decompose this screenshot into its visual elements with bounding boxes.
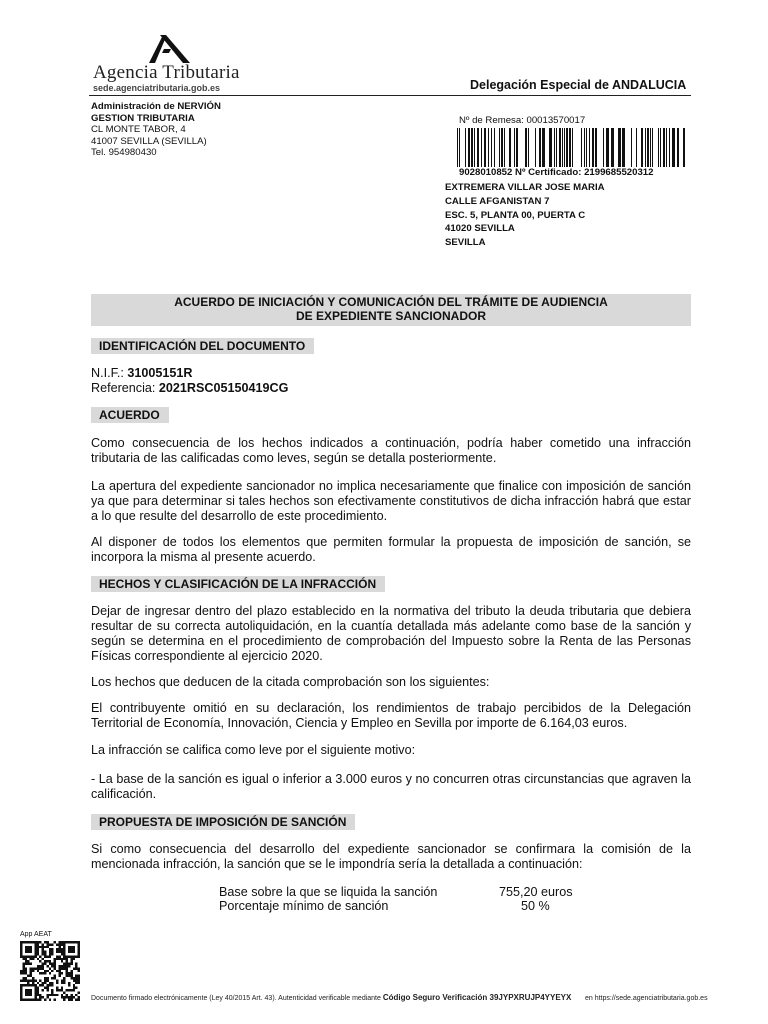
admin-phone: Tel. 954980430 xyxy=(91,147,157,158)
admin-office: Administración de NERVIÓN xyxy=(91,101,221,112)
reference-row xyxy=(91,381,288,396)
barcode-image xyxy=(456,128,690,167)
sanction-table xyxy=(219,885,573,913)
delegacion-heading: Delegación Especial de ANDALUCIA xyxy=(470,78,687,92)
admin-department: GESTION TRIBUTARIA xyxy=(91,112,195,124)
hechos-paragraph-4: La infracción se califica como leve por el siguiente motivo: xyxy=(91,743,416,757)
recipient-city: SEVILLA xyxy=(445,237,486,249)
recipient-postal: 41020 SEVILLA xyxy=(445,223,515,235)
agency-logo xyxy=(90,33,250,95)
base-label: Base sobre la que se liquida la sanción xyxy=(219,885,438,899)
recipient-detail: ESC. 5, PLANTA 00, PUERTA C xyxy=(445,209,586,221)
remesa-number: Nº de Remesa: 00013570017 xyxy=(459,115,586,126)
propuesta-paragraph-1: Si como consecuencia del desarrollo del expediente sancionador se confirmara la comisión de la mencionada infracción, la sanción que se le impondría sería la detallada a continuación: xyxy=(91,842,691,871)
recipient-address xyxy=(445,181,605,250)
qr-code-icon[interactable] xyxy=(20,941,80,1001)
title-line-2: DE EXPEDIENTE SANCIONADOR xyxy=(295,309,487,323)
administration-address xyxy=(91,101,221,159)
percentage-label: Porcentaje mínimo de sanción xyxy=(219,899,389,913)
footer-text-post: en https://sede.agenciatributaria.gob.es xyxy=(584,995,708,1002)
hechos-paragraph-2: Los hechos que deducen de la citada comprobación son los siguientes: xyxy=(91,675,490,689)
reference-value: 2021RSC05150419CG xyxy=(158,381,289,395)
recipient-street: CALLE AFGANISTAN 7 xyxy=(445,195,550,207)
nif-row xyxy=(91,366,288,381)
section-acuerdo: ACUERDO xyxy=(91,407,169,423)
percentage-value: 50 % xyxy=(521,899,550,913)
nif-value: 31005151R xyxy=(127,366,193,380)
header-divider xyxy=(89,95,691,96)
document-title xyxy=(91,294,691,326)
section-identificacion: IDENTIFICACIÓN DEL DOCUMENTO xyxy=(91,338,314,354)
certificate-number: 9028010852 Nº Certificado: 2199685520312 xyxy=(459,167,654,178)
agency-url: sede.agenciatributaria.gob.es xyxy=(93,83,221,93)
recipient-name: EXTREMERA VILLAR JOSE MARIA xyxy=(445,182,605,193)
base-value: 755,20 euros xyxy=(499,885,573,899)
table-row xyxy=(219,899,550,913)
acuerdo-paragraph-1: Como consecuencia de los hechos indicados a continuación, podría haber cometido una infracción tributaria de las calificadas como leves, según se detalla posteriormente. xyxy=(91,436,691,465)
acuerdo-paragraph-2: La apertura del expediente sancionador no implica necesariamente que finalice con imposición de sanción ya que para determinar si tales hechos son efectivamente constitutivos de dicha infracción habrá que estar a lo que resulte del desarrollo de este procedimiento. xyxy=(91,479,691,523)
footer-verification xyxy=(91,993,708,1002)
app-aeat-label: App AEAT xyxy=(20,931,52,938)
identification-block xyxy=(91,366,288,396)
hechos-paragraph-1: Dejar de ingresar dentro del plazo establecido en la normativa del tributo la deuda tributaria que debiera resultar de su correcta autoliquidación, en la cuantía detallada más adelante como base de la sanción y según se determina en el procedimiento de comprobación del Impuesto sobre la Renta de las Personas Físicas correspondiente al ejercicio 2020. xyxy=(91,604,691,663)
acuerdo-paragraph-3: Al disponer de todos los elementos que permiten formular la propuesta de imposición de sanción, se incorpora la misma al presente acuerdo. xyxy=(91,535,691,564)
admin-city: 41007 SEVILLA (SEVILLA) xyxy=(91,135,207,147)
csv-code: Código Seguro Verificación 39JYPXRUJP4YYEYX xyxy=(382,993,572,1002)
footer-text-pre: Documento firmado electrónicamente (Ley 40/2015 Art. 43). Autenticidad verificable mediante xyxy=(91,995,383,1002)
section-propuesta: PROPUESTA DE IMPOSICIÓN DE SANCIÓN xyxy=(91,814,355,830)
agency-name: Agencia Tributaria xyxy=(93,62,240,83)
table-row xyxy=(219,885,573,899)
section-hechos: HECHOS Y CLASIFICACIÓN DE LA INFRACCIÓN xyxy=(91,576,385,592)
hechos-paragraph-3: El contribuyente omitió en su declaración, los rendimientos de trabajo percibidos de la Delegación Territorial de Economía, Innovación, Ciencia y Empleo en Sevilla por importe de 6.164,03 euros. xyxy=(91,701,691,730)
agency-emblem-icon xyxy=(146,33,192,63)
reference-label: Referencia: xyxy=(91,381,159,395)
title-line-1: ACUERDO DE INICIACIÓN Y COMUNICACIÓN DEL TRÁMITE DE AUDIENCIA xyxy=(174,295,608,309)
admin-street: CL MONTE TABOR, 4 xyxy=(91,124,186,135)
hechos-paragraph-5: - La base de la sanción es igual o inferior a 3.000 euros y no concurren otras circunstancias que agraven la calificación. xyxy=(91,772,691,801)
nif-label: N.I.F.: xyxy=(91,366,128,380)
